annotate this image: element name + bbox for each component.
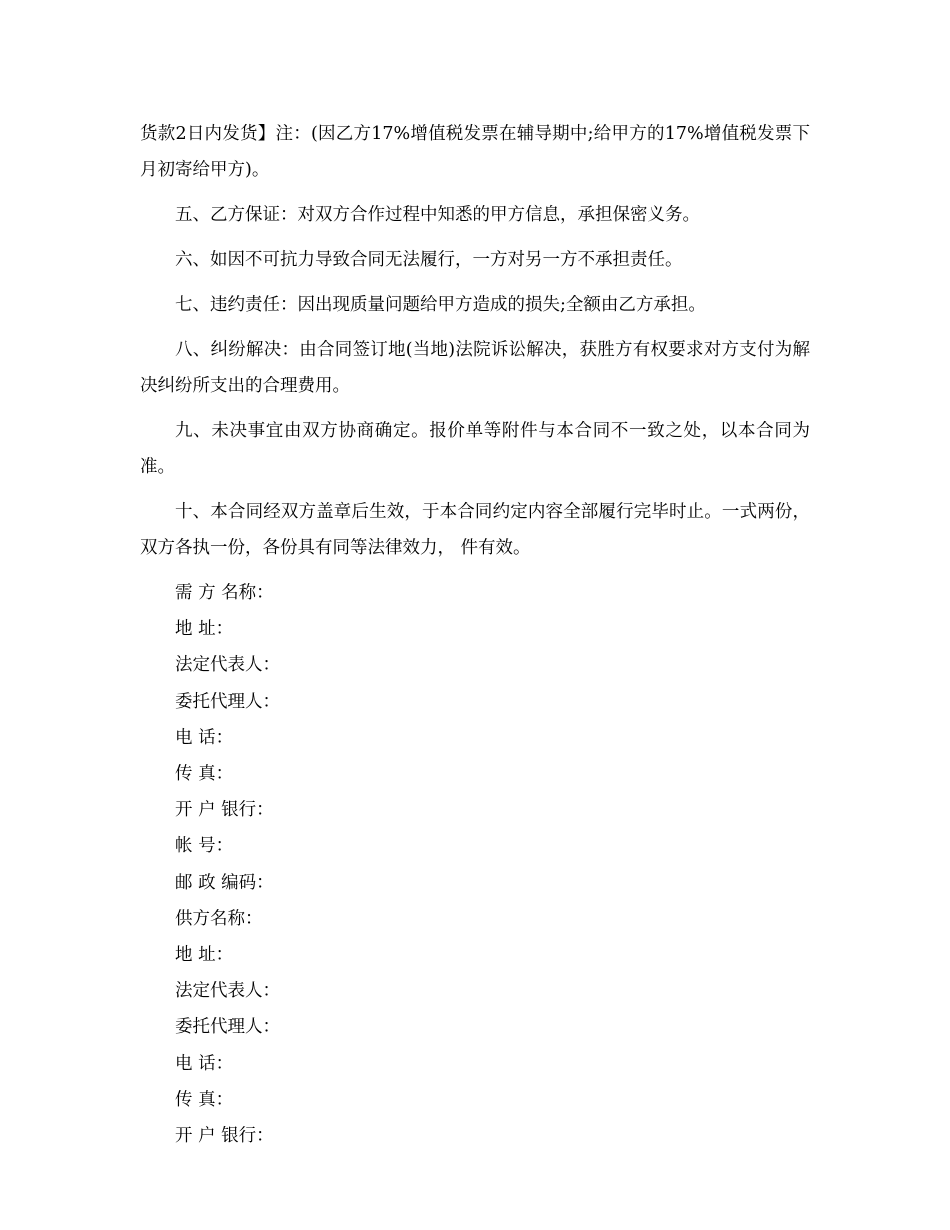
- seller-name-label: 供方名称：: [175, 908, 263, 929]
- buyer-account-label: 帐 号：: [175, 836, 234, 857]
- clause-10-effectiveness: 十、本合同经双方盖章后生效，于本合同约定内容全部履行完毕时止。一式两份，双方各执一份，各份具有同等法律效力， 件有效。: [140, 502, 810, 558]
- buyer-info-block: [140, 575, 810, 901]
- buyer-postcode-label: 邮 政 编码：: [175, 872, 274, 893]
- buyer-agent-label: 委托代理人：: [175, 691, 280, 712]
- buyer-name-label: 需 方 名称：: [175, 583, 274, 603]
- seller-address-label: 地 址：: [175, 945, 234, 966]
- buyer-phone-label: 电 话：: [175, 727, 234, 748]
- seller-bank-label: 开 户 银行：: [175, 1126, 274, 1147]
- clause-6-force-majeure: 六、如因不可抗力导致合同无法履行，一方对另一方不承担责任。: [175, 250, 683, 270]
- buyer-bank-label: 开 户 银行：: [175, 800, 274, 821]
- clause-8-dispute: 八、纠纷解决：由合同签订地(当地)法院诉讼解决，获胜方有权要求对方支付为解决纠纷所支出的合理费用。: [140, 340, 810, 396]
- buyer-address-label: 地 址：: [175, 619, 234, 640]
- clause-5-confidentiality: 五、乙方保证：对双方合作过程中知悉的甲方信息，承担保密义务。: [175, 205, 700, 225]
- buyer-fax-label: 传 真：: [175, 764, 234, 785]
- clause-9-pending-matters: 九、未决事宜由双方协商确定。报价单等附件与本合同不一致之处，以本合同为准。: [140, 421, 810, 477]
- seller-legal-rep-label: 法定代表人：: [175, 981, 280, 1002]
- document-body: [140, 116, 810, 1154]
- clause-7-liability: 七、违约责任：因出现质量问题给甲方造成的损失;全额由乙方承担。: [175, 295, 706, 315]
- buyer-legal-rep-label: 法定代表人：: [175, 655, 280, 676]
- seller-info-block: [140, 901, 810, 1154]
- seller-phone-label: 电 话：: [175, 1053, 234, 1074]
- clause-payment-note: 货款2日内发货】注：(因乙方17%增值税发票在辅导期中;给甲方的17%增值税发票下月初寄给甲方)。: [140, 124, 810, 180]
- seller-fax-label: 传 真：: [175, 1089, 234, 1110]
- seller-agent-label: 委托代理人：: [175, 1017, 280, 1038]
